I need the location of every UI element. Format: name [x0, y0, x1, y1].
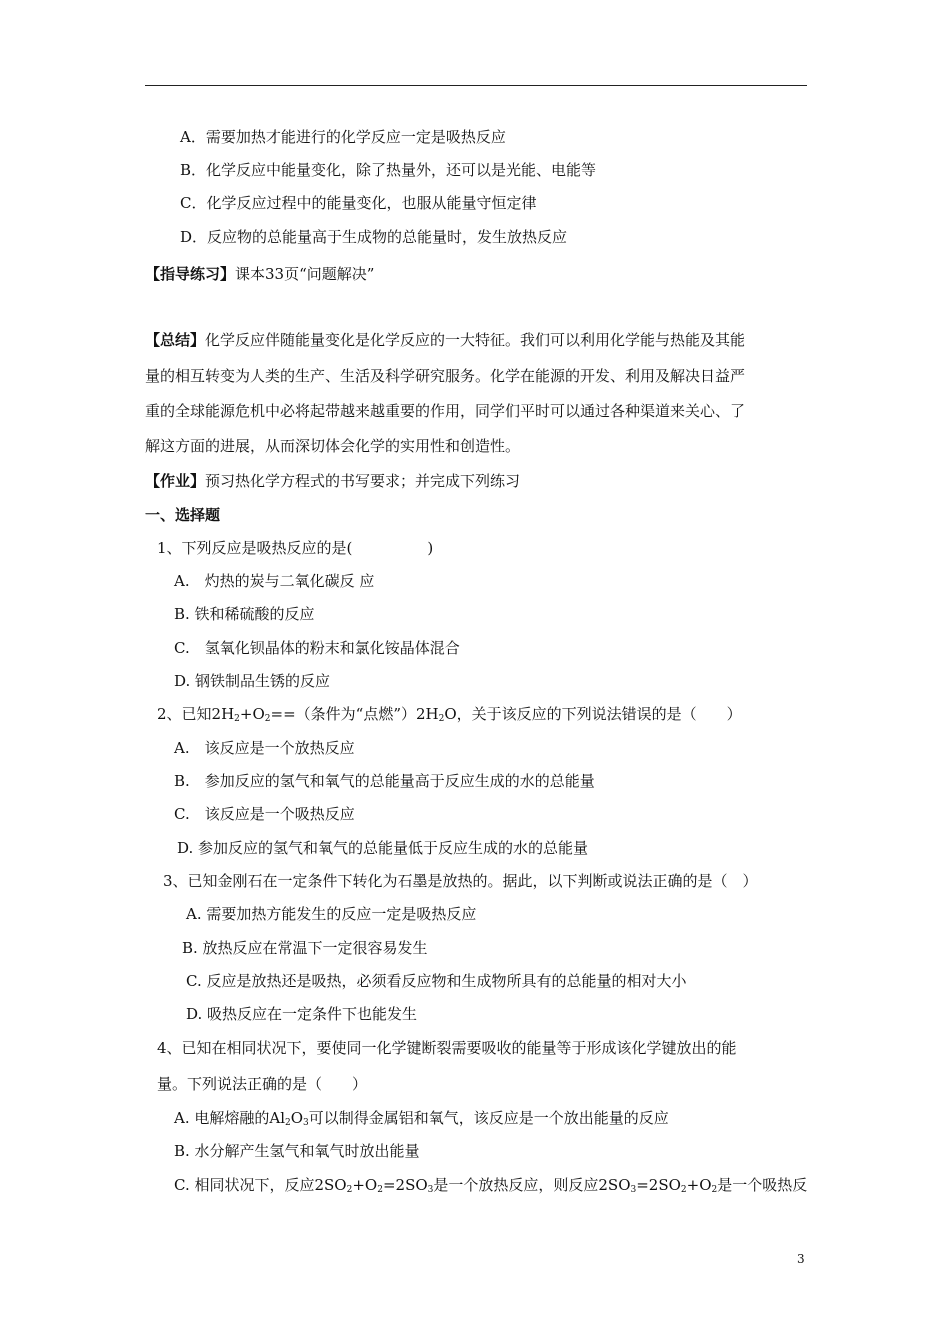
subscript: 2 [438, 714, 445, 724]
q1-option-d: D. 钢铁制品生锈的反应 [174, 672, 331, 690]
q2-stem-part: +O [239, 705, 265, 723]
section-title: 一、选择题 [145, 506, 221, 524]
subscript: 2 [377, 1185, 383, 1195]
summary-line-4: 解这方面的进展，从而深切体会化学的实用性和创造性。 [145, 437, 521, 455]
summary-label: 【总结】 [145, 331, 206, 349]
q4-a-part: O [290, 1109, 304, 1127]
q2-stem [157, 704, 742, 724]
q4-stem-line-1: 4、已知在相同状况下，要使同一化学键断裂需要吸收的能量等于形成该化学键放出的能 [157, 1039, 737, 1057]
q4-a-part: 可以制得金属铝和氧气，该反应是一个放出能量的反应 [308, 1109, 669, 1127]
q4-option-a [174, 1108, 669, 1128]
header-rule [145, 85, 807, 86]
summary-line-1 [145, 330, 745, 350]
q2-option-c: C. 该反应是一个吸热反应 [174, 805, 355, 823]
summary-line-2: 量的相互转变为人类的生产、生活及科学研究服务。化学在能源的开发、利用及解决日益严 [145, 367, 746, 385]
q1-stem: 1、下列反应是吸热反应的是( ) [157, 539, 434, 557]
q4-c-part: =2SO [636, 1176, 681, 1194]
homework-label: 【作业】 [145, 472, 206, 490]
q1-option-c: C. 氢氧化钡晶体的粉末和氯化铵晶体混合 [174, 639, 460, 657]
q3-option-c: C. 反应是放热还是吸热，必须看反应物和生成物所具有的总能量的相对大小 [186, 972, 687, 990]
subscript: 2 [234, 714, 240, 724]
guide-label: 【指导练习】 [145, 265, 236, 283]
q4-c-part: =2SO [382, 1176, 428, 1194]
homework-text: 预习热化学方程式的书写要求；并完成下列练习 [205, 472, 521, 490]
subscript: 2 [711, 1185, 718, 1195]
guide-text: 课本33页“问题解决” [235, 265, 375, 283]
q1-option-b: B. 铁和稀硫酸的反应 [174, 605, 315, 623]
q2-stem-part: ==（条件为“点燃”）2H [270, 705, 439, 723]
q3-stem: 3、已知金刚石在一定条件下转化为石墨是放热的。据此，以下判断或说法正确的是（ ） [163, 872, 758, 890]
q4-a-part: A. 电解熔融的Al [174, 1109, 285, 1127]
option-c: C．化学反应过程中的能量变化，也服从能量守恒定律 [180, 194, 537, 212]
q2-stem-part: 2、已知2H [157, 705, 235, 723]
subscript: 3 [630, 1185, 637, 1195]
subscript: 3 [303, 1118, 309, 1128]
q4-option-c [174, 1175, 807, 1195]
summary-text-1: 化学反应伴随能量变化是化学反应的一大特征。我们可以利用化学能与热能及其能 [205, 331, 746, 349]
q4-c-part: C. 相同状况下，反应2SO [174, 1176, 347, 1194]
option-d: D．反应物的总能量高于生成物的总能量时，发生放热反应 [180, 228, 568, 246]
q4-option-b: B. 水分解产生氢气和氧气时放出能量 [174, 1142, 420, 1160]
q2-stem-part: O，关于该反应的下列说法错误的是（ ） [444, 705, 742, 723]
q1-option-a: A. 灼热的炭与二氧化碳反 应 [174, 572, 375, 590]
q2-option-b: B. 参加反应的氢气和氧气的总能量高于反应生成的水的总能量 [174, 772, 595, 790]
homework [145, 471, 520, 491]
subscript: 2 [285, 1118, 291, 1128]
q2-option-d: D. 参加反应的氢气和氧气的总能量低于反应生成的水的总能量 [177, 839, 589, 857]
q3-option-b: B. 放热反应在常温下一定很容易发生 [182, 939, 428, 957]
summary-line-3: 重的全球能源危机中必将起带越来越重要的作用，同学们平时可以通过各种渠道来关心、了 [145, 402, 746, 420]
q3-option-a: A. 需要加热方能发生的反应一定是吸热反应 [186, 905, 477, 923]
subscript: 2 [264, 714, 271, 724]
page-number: 3 [797, 1252, 805, 1266]
q4-c-part: 是一个吸热反 [717, 1176, 808, 1194]
q2-option-a: A. 该反应是一个放热反应 [174, 739, 355, 757]
subscript: 3 [427, 1185, 434, 1195]
q4-c-part: 是一个放热反应，则反应2SO [433, 1176, 631, 1194]
option-b: B．化学反应中能量变化，除了热量外，还可以是光能、电能等 [180, 161, 597, 179]
q4-stem-line-2: 量。下列说法正确的是（ ） [157, 1075, 368, 1093]
option-a: A．需要加热才能进行的化学反应一定是吸热反应 [180, 128, 506, 146]
guide-practice [145, 264, 374, 284]
subscript: 2 [680, 1185, 687, 1195]
subscript: 2 [346, 1185, 353, 1195]
q3-option-d: D. 吸热反应在一定条件下也能发生 [186, 1005, 418, 1023]
q4-c-part: +O [352, 1176, 378, 1194]
q4-c-part: +O [686, 1176, 712, 1194]
